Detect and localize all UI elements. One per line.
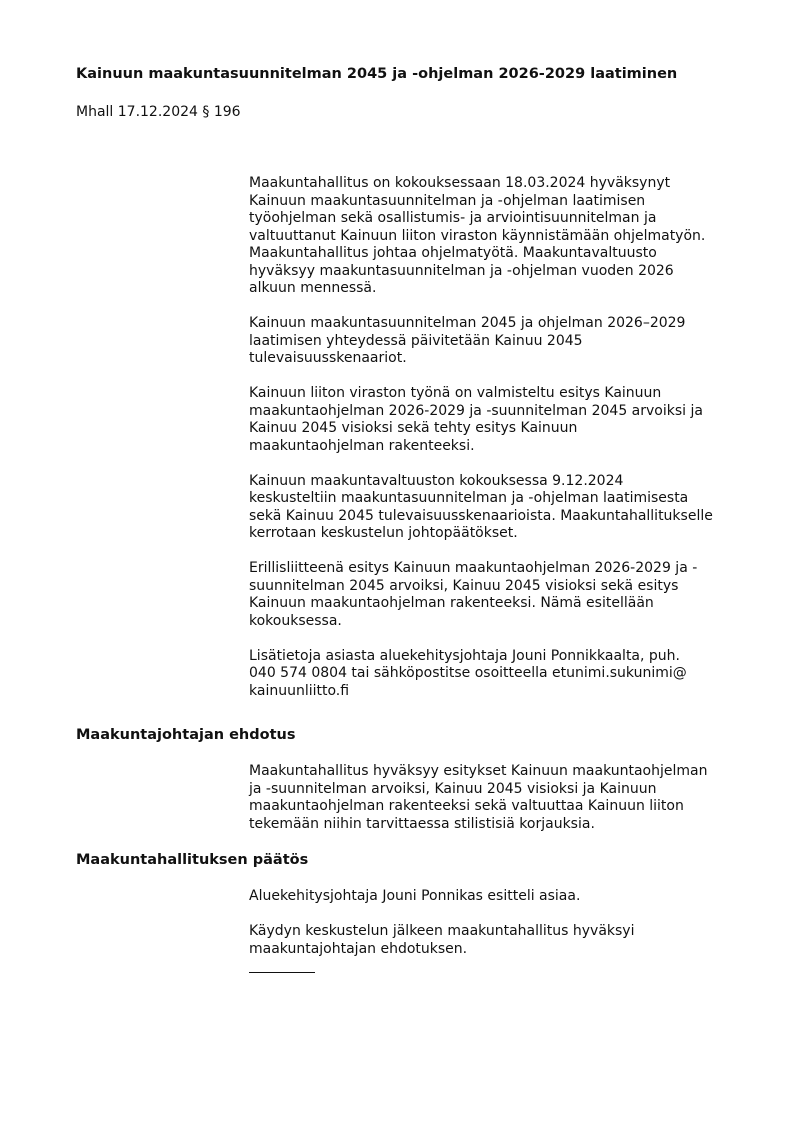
document-title: Kainuun maakuntasuunnitelman 2045 ja -ohjelman 2026-2029 laatiminen <box>76 66 678 82</box>
text-line: Kainuun maakuntaohjelman rakenteeksi. Nämä esitellään <box>249 595 654 611</box>
intro-paragraph <box>249 175 749 298</box>
proposal-paragraph <box>249 763 749 833</box>
intro-paragraph <box>249 385 749 455</box>
text-line: Maakuntahallitus on kokouksessaan 18.03.2024 hyväksynyt <box>249 175 671 191</box>
text-line: Käydyn keskustelun jälkeen maakuntahallitus hyväksyi <box>249 923 635 939</box>
text-line: Kainuu 2045 visioksi sekä tehty esitys Kainuun <box>249 420 578 436</box>
text-line: kainuunliitto.fi <box>249 682 350 699</box>
text-line: Lisätietoja asiasta aluekehitysjohtaja Jouni Ponnikkaalta, puh. <box>249 647 680 664</box>
decision-paragraph <box>249 888 749 906</box>
intro-paragraph <box>249 315 749 368</box>
decision-section <box>249 888 749 958</box>
text-line: valtuuttanut Kainuun liiton viraston käynnistämään ohjelmatyön. <box>249 227 706 244</box>
text-line: Erillisliitteenä esitys Kainuun maakuntaohjelman 2026-2029 ja - <box>249 560 698 576</box>
text-line: alkuun mennessä. <box>249 280 377 296</box>
text-line: ja -suunnitelman arvoiksi, Kainuu 2045 visioksi ja Kainuun <box>249 780 657 797</box>
intro-paragraph <box>249 560 749 630</box>
text-line: keskusteltiin maakuntasuunnitelman ja -ohjelman laatimisesta <box>249 490 689 506</box>
text-line: kokouksessa. <box>249 612 342 629</box>
text-line: Maakuntahallitus hyväksyy esitykset Kainuun maakuntaohjelman <box>249 763 708 779</box>
text-line: Kainuun maakuntasuunnitelman ja -ohjelman laatimisen <box>249 192 646 209</box>
intro-paragraph <box>249 473 749 543</box>
decision-heading: Maakuntahallituksen päätös <box>76 852 309 868</box>
text-line: Kainuun maakuntavaltuuston kokouksessa 9.12.2024 <box>249 472 624 489</box>
text-line: maakuntaohjelman rakenteeksi sekä valtuuttaa Kainuun liiton <box>249 798 684 814</box>
text-line: tulevaisuusskenaariot. <box>249 350 407 366</box>
text-line: maakuntaohjelman rakenteeksi. <box>249 437 475 454</box>
proposal-section <box>249 763 749 833</box>
closing-rule <box>249 972 315 973</box>
text-line: laatimisen yhteydessä päivitetään Kainuu 2045 <box>249 332 583 349</box>
text-line: maakuntajohtajan ehdotuksen. <box>249 940 468 957</box>
decision-paragraph <box>249 923 749 958</box>
text-line: 040 574 0804 tai sähköpostitse osoitteella etunimi.sukunimi@ <box>249 665 687 681</box>
text-line: kerrotaan keskustelun johtopäätökset. <box>249 525 518 541</box>
proposal-heading: Maakuntajohtajan ehdotus <box>76 727 296 743</box>
text-line: tekemään niihin tarvittaessa stilistisiä korjauksia. <box>249 815 595 832</box>
text-line: sekä Kainuu 2045 tulevaisuusskenaarioista. Maakuntahallitukselle <box>249 507 713 524</box>
text-line: Kainuun maakuntasuunnitelman 2045 ja ohjelman 2026–2029 <box>249 315 686 331</box>
text-line: Kainuun liiton viraston työnä on valmisteltu esitys Kainuun <box>249 385 662 401</box>
text-line: suunnitelman 2045 arvoiksi, Kainuu 2045 visioksi sekä esitys <box>249 577 679 594</box>
intro-section <box>249 175 749 700</box>
meeting-reference: Mhall 17.12.2024 § 196 <box>76 104 241 120</box>
text-line: Maakuntahallitus johtaa ohjelmatyötä. Maakuntavaltuusto <box>249 245 657 261</box>
text-line: Aluekehitysjohtaja Jouni Ponnikas esitteli asiaa. <box>249 888 581 904</box>
text-line: työohjelman sekä osallistumis- ja arviointisuunnitelman ja <box>249 210 657 226</box>
text-line: maakuntaohjelman 2026-2029 ja -suunnitelman 2045 arvoiksi ja <box>249 402 703 419</box>
text-line: hyväksyy maakuntasuunnitelman ja -ohjelman vuoden 2026 <box>249 262 674 279</box>
intro-paragraph <box>249 648 749 701</box>
